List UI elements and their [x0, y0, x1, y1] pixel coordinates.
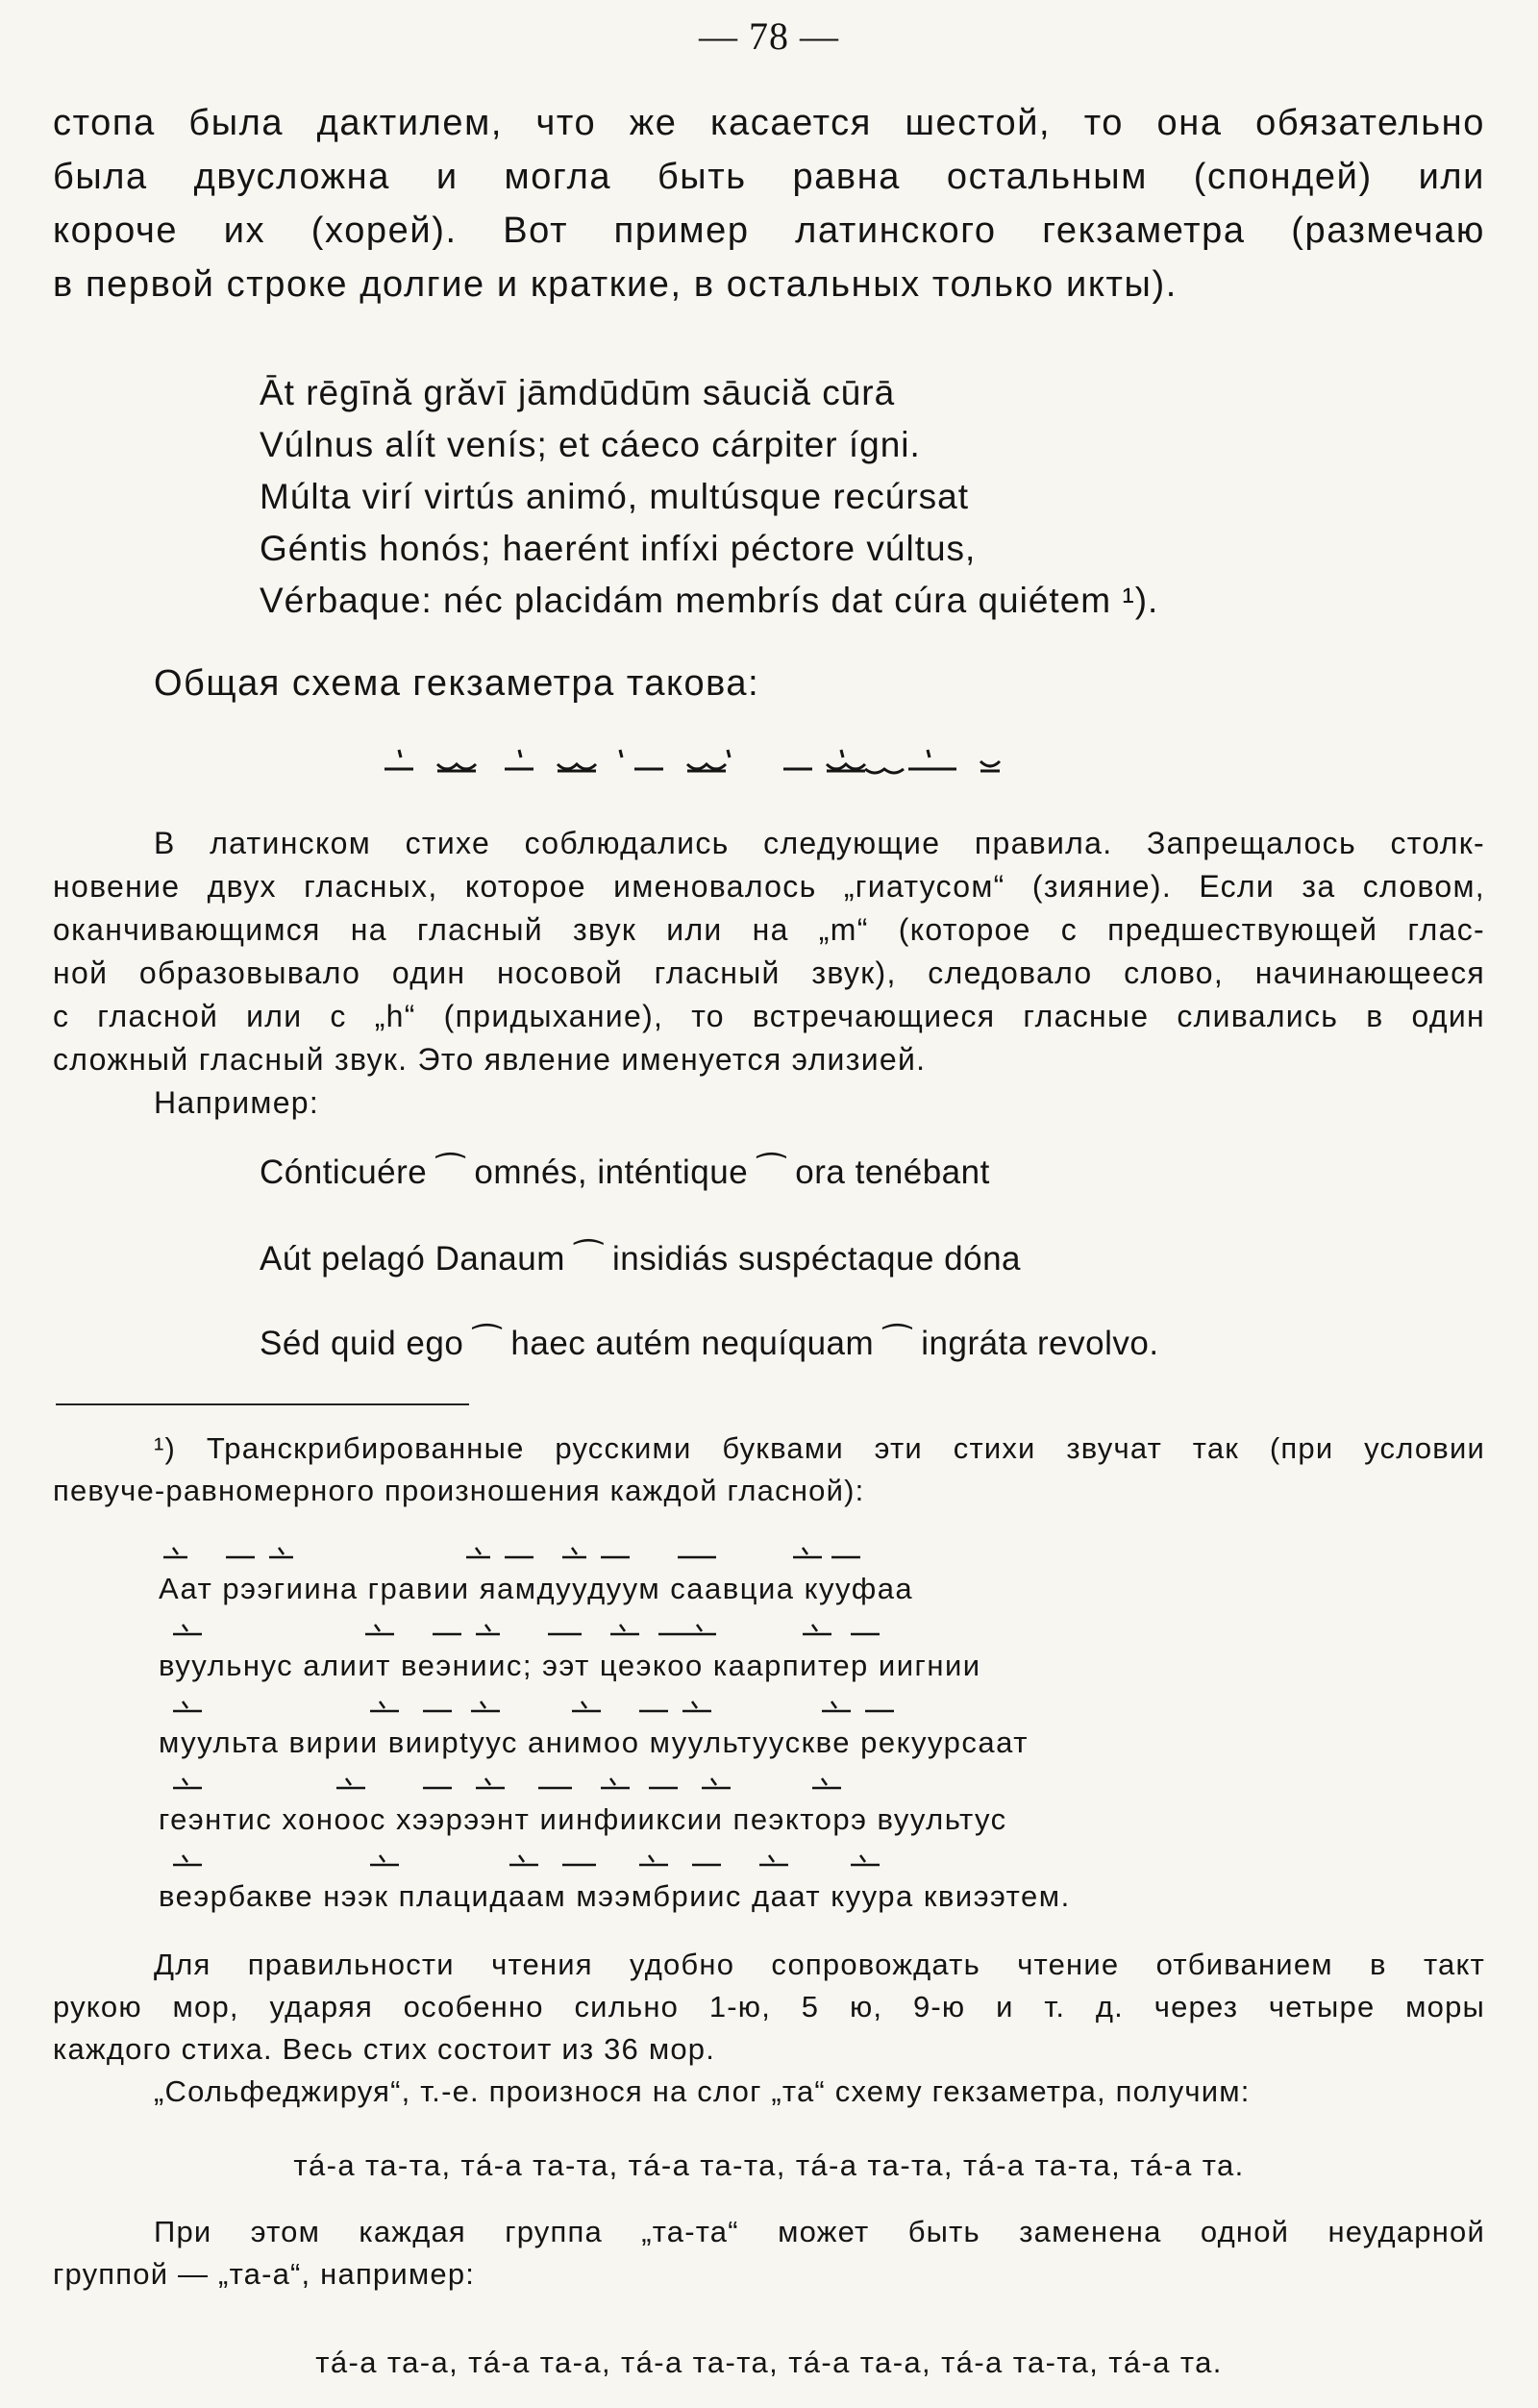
- latin-verse: Āt rēgīnă grăvī jāmdūdūm sāuciă cūrā: [260, 373, 896, 412]
- tata-scheme-line: тá-а та-та, тá-а та-та, тá-а та-та, тá-а та-та, тá-а та-та, тá-а та.: [293, 2148, 1245, 2182]
- rules-line: В латинском стихе соблюдались следующие правила. Запрещалось столк-: [154, 826, 1485, 860]
- intro-paragraph: [53, 96, 1485, 311]
- latin-verse: Múlta virí virtús animó, multúsque recúrsat: [260, 477, 970, 516]
- stress-marks: [159, 1610, 1216, 1639]
- rules-line: ной образовывало один носовой гласный звук), следовало слово, начинающееся: [53, 956, 1485, 990]
- transcribed-verse: [159, 1572, 913, 1606]
- footnote: [53, 1427, 1485, 1512]
- solfege-line: „Сольфеджируя“, т.-е. произнося на слог „та“ схему гекзаметра, получим:: [154, 2074, 1251, 2108]
- transcribed-line: вуульнус алиит веэниис; ээт цеэкоо каарпитер иигнии: [159, 1649, 981, 1682]
- transcribed-line: веэрбакве нээк плацидаам мээмбриис даат куура квиээтем.: [159, 1879, 1071, 1913]
- replace-paragraph: [53, 2211, 1485, 2296]
- elision-segment: omnés, inténtique: [474, 1154, 749, 1191]
- intro-line: стопа была дактилем, что же касается шестой, то она обязательно: [53, 103, 1485, 143]
- tata-variant-line: тá-а та-а, тá-а та-а, тá-а та-та, тá-а та-а, тá-а та-та, тá-а та.: [315, 2346, 1223, 2379]
- elision-segment: Cónticuére: [260, 1154, 428, 1191]
- rules-line: с гласной или с „h“ (придыхание), то встречающиеся гласные сливались в один: [53, 999, 1485, 1033]
- footnote-line: певуче-равномерного произношения каждой гласной):: [53, 1474, 865, 1507]
- transcribed-verse: [159, 1725, 1029, 1760]
- count-line: каждого стиха. Весь стих состоит из 36 мор.: [53, 2032, 716, 2066]
- latin-verse: Géntis honós; haerént infíxi péctore vúltus,: [260, 529, 977, 568]
- latin-verse-block: [260, 367, 1413, 627]
- elision-arc-icon: ⁀: [575, 1240, 603, 1278]
- scheme-heading: Общая схема гекзаметра такова:: [154, 663, 760, 704]
- elision-segment: haec autém nequíquam: [510, 1325, 875, 1362]
- transcribed-verse: [159, 1649, 981, 1683]
- replace-line: группой — „та-а“, например:: [53, 2257, 476, 2291]
- footnote-divider: [56, 1403, 469, 1405]
- elision-arc-icon: ⁀: [473, 1325, 502, 1362]
- intro-line: короче их (хорей). Вот пример латинского гекзаметра (размечаю: [53, 211, 1485, 251]
- elision-example: [260, 1154, 990, 1192]
- rules-line: оканчивающимся на гласный звук или на „m“ (которое с предшествующей глас-: [53, 912, 1485, 947]
- stress-marks: [159, 1687, 1216, 1716]
- rules-paragraph: [53, 822, 1485, 1125]
- example-label: Например:: [154, 1085, 320, 1120]
- transcribed-verse: [159, 1802, 1007, 1837]
- elision-arc-icon: ⁀: [883, 1325, 912, 1362]
- transcribed-line: геэнтис хоноос хээрээнт иинфииксии пеэкторэ вуультус: [159, 1802, 1007, 1836]
- rules-line: сложный гласный звук. Это явление именуется элизией.: [53, 1042, 927, 1077]
- count-line: Для правильности чтения удобно сопровождать чтение отбиванием в такт: [154, 1948, 1485, 1981]
- stress-marks: [159, 1841, 1216, 1870]
- intro-line: в первой строке долгие и краткие, в остальных только икты).: [53, 264, 1178, 305]
- latin-verse: Vúlnus alít venís; et cáeco cárpiter ígni.: [260, 425, 921, 464]
- elision-example: [260, 1240, 1021, 1278]
- latin-verse: Vérbaque: néc placidám membrís dat cúra quiétem ¹).: [260, 581, 1159, 620]
- rules-line: новение двух гласных, которое именовалось „гиатусом“ (зияние). Если за словом,: [53, 869, 1485, 904]
- elision-segment: insidiás suspéctaque dóna: [612, 1240, 1022, 1278]
- elision-segment: ingráta revolvo.: [921, 1325, 1159, 1362]
- hexameter-scheme: [380, 740, 1091, 788]
- intro-line: была двусложна и могла быть равна остальным (спондей) или: [53, 157, 1485, 197]
- transcribed-line: муульта вирии виирtуус анимоо муультуускве рекуурсаат: [159, 1725, 1029, 1759]
- count-paragraph: [53, 1944, 1485, 2113]
- replace-line: При этом каждая группа „та-та“ может быть заменена одной неударной: [154, 2215, 1485, 2248]
- elision-segment: Séd quid ego: [260, 1325, 464, 1362]
- elision-arc-icon: ⁀: [436, 1154, 465, 1191]
- count-line: рукою мор, ударяя особенно сильно 1-ю, 5 ю, 9-ю и т. д. через четыре моры: [53, 1990, 1485, 2023]
- stress-marks: [159, 1764, 1216, 1793]
- elision-segment: Aút pelagó Danaum: [260, 1240, 565, 1278]
- page-number: — 78 —: [699, 14, 839, 58]
- footnote-line: ¹) Транскрибированные русскими буквами эти стихи звучат так (при условии: [154, 1431, 1485, 1465]
- transcribed-verse: [159, 1879, 1071, 1914]
- transcribed-line: Аат рээгиина гравии яамдуудуум саавциа кууфаа: [159, 1572, 914, 1605]
- elision-example: [260, 1325, 1159, 1363]
- stress-marks: [159, 1533, 1216, 1562]
- elision-segment: ora tenébant: [795, 1154, 990, 1191]
- elision-arc-icon: ⁀: [757, 1154, 786, 1191]
